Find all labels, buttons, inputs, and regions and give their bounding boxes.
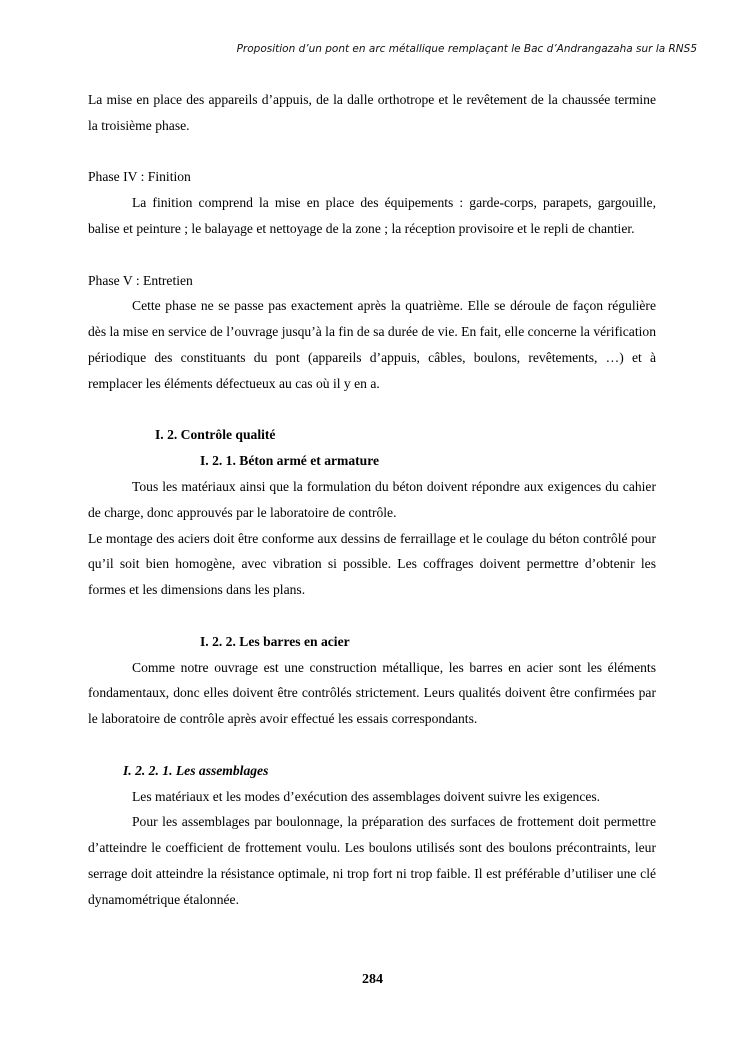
running-header: Proposition d’un pont en arc métallique remplaçant le Bac d’Andrangazaha sur la RNS5 [236, 43, 697, 55]
subsection-heading-steel-bars: I. 2. 2. Les barres en acier [200, 633, 350, 649]
subsection-heading-concrete: I. 2. 1. Béton armé et armature [200, 453, 380, 469]
concrete-paragraph-2: Le montage des aciers doit être conforme aux dessins de ferraillage et le coulage du béton contrôlé pour qu’il soit bien homogène, avec vibration si possible. Les coffrages doivent permettre d’obtenir les formes et les dimensions dans les plans. [88, 530, 656, 598]
steel-bars-paragraph: Comme notre ouvrage est une construction métallique, les barres en acier sont les éléments fondamentaux, donc elles doivent être contrôlés strictement. Leurs qualités doivent être confirmées par le laboratoire de contrôle après avoir effectué les essais correspondants. [88, 659, 656, 727]
page-number: 284 [362, 972, 383, 987]
phase5-paragraph: Cette phase ne se passe pas exactement après la quatrième. Elle se déroule de façon régulière dès la mise en service de l’ouvrage jusqu’à la fin de sa durée de vie. En fait, elle concerne la vérification périodique des constituants du pont (appareils d’appuis, câbles, boulons, revêtements, …) et à remplacer les éléments défectueux au cas où il y en a. [88, 298, 656, 391]
spacer [88, 603, 656, 629]
phase4-paragraph: La finition comprend la mise en place des équipements : garde-corps, parapets, gargouille, balise et peinture ; le balayage et nettoyage de la zone ; la réception provisoire et le repli de chantier. [88, 195, 656, 236]
spacer [88, 397, 656, 423]
spacer [88, 242, 656, 268]
assemblies-paragraph-2: Pour les assemblages par boulonnage, la préparation des surfaces de frottement doit permettre d’atteindre le coefficient de frottement voulu. Les boulons utilisés sont des boulons précontraints, leur serrage doit atteindre la résistance optimale, ni trop fort ni trop faible. Il est préférable d’utiliser une clé dynamométrique étalonnée. [88, 814, 656, 907]
assemblies-paragraph-1: Les matériaux et les modes d’exécution des assemblages doivent suivre les exigences. [132, 788, 601, 804]
section-heading-quality-control: I. 2. Contrôle qualité [155, 427, 276, 443]
phase5-title: Phase V : Entretien [88, 272, 193, 288]
subsubsection-heading-assemblies: I. 2. 2. 1. Les assemblages [123, 762, 269, 778]
concrete-paragraph-1: Tous les matériaux ainsi que la formulation du béton doivent répondre aux exigences du cahier de charge, donc approuvés par le laboratoire de contrôle. [88, 478, 656, 520]
spacer [88, 732, 656, 758]
paragraph-intro: La mise en place des appareils d’appuis, de la dalle orthotrope et le revêtement de la chaussée termine la troisième phase. [88, 92, 656, 133]
page-body [88, 87, 656, 913]
phase4-title: Phase IV : Finition [88, 169, 191, 185]
spacer [88, 139, 656, 165]
